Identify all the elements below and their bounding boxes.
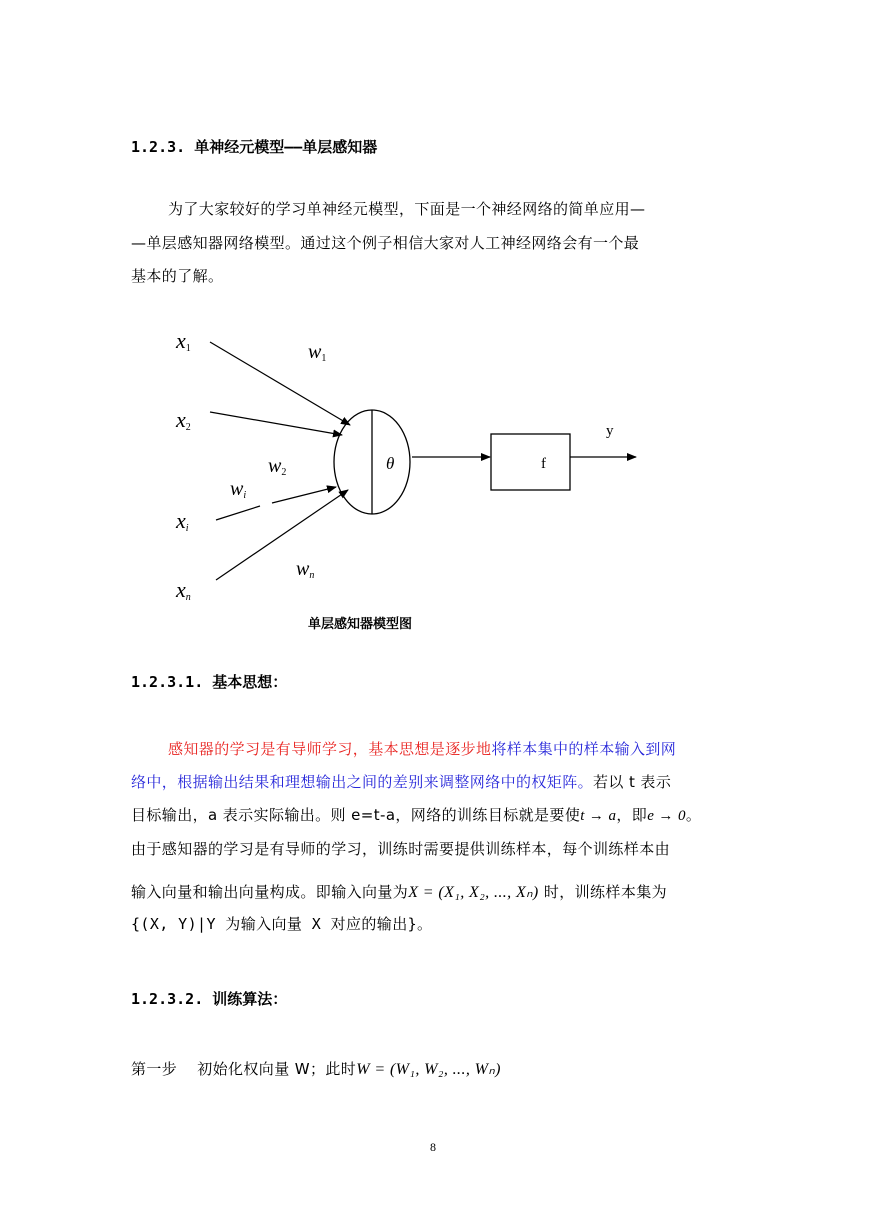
input-arrow-i-seg-1 xyxy=(216,506,260,520)
para-line-6: {(X, Y)|Y 为输入向量 X 对应的输出}。 xyxy=(131,915,433,933)
label-w1: w1 xyxy=(308,341,327,364)
section-heading-1-2-3-2: 1.2.3.2. 训练算法： xyxy=(131,990,288,1008)
blue-highlight-text-2: 络中，根据输出结果和理想输出之间的差别来调整网络中的权矩阵。 xyxy=(131,773,594,791)
math-weight-vector: W = (W₁, W₂, ..., Wₙ) xyxy=(356,1061,501,1078)
label-x1: x1 xyxy=(176,328,191,354)
intro-line-1: 为了大家较好的学习单神经元模型，下面是一个神经网络的简单应用— xyxy=(168,200,646,218)
label-w2: w2 xyxy=(268,455,287,478)
perceptron-diagram xyxy=(160,320,650,610)
blue-highlight-text-1: 将样本集中的样本输入到网 xyxy=(491,740,677,758)
math-t-to-a: t → a xyxy=(580,808,617,824)
input-arrow-1 xyxy=(210,342,350,425)
intro-line-3: 基本的了解。 xyxy=(131,267,224,285)
section-heading-1-2-3: 1.2.3. 单神经元模型——单层感知器 xyxy=(131,138,378,156)
red-highlight-text: 感知器的学习是有导师学习，基本思想是逐步地 xyxy=(168,740,492,758)
page-number: 8 xyxy=(430,1140,436,1154)
label-theta: θ xyxy=(386,454,395,473)
label-f: f xyxy=(541,456,546,472)
step-1: 第一步 初始化权向量 W；此时W = (W₁, W₂, ..., Wₙ) xyxy=(131,1060,501,1078)
para-line-3: 目标输出，a 表示实际输出。则 e=t-a，网络的训练目标就是要使t → a，即e → 0。 xyxy=(131,806,702,824)
para-line-4: 由于感知器的学习是有导师的学习，训练时需要提供训练样本，每个训练样本由 xyxy=(131,840,671,858)
input-arrow-n xyxy=(216,490,348,580)
input-arrow-i xyxy=(272,487,336,503)
label-xn: xn xyxy=(176,577,191,603)
section-heading-1-2-3-1: 1.2.3.1. 基本思想： xyxy=(131,673,288,691)
math-input-vector: X = (X₁, X₂, ..., Xₙ) xyxy=(408,884,539,901)
label-wi: wi xyxy=(230,478,247,501)
para-line-5: 输入向量和输出向量构成。即输入向量为X = (X₁, X₂, ..., Xₙ) 时，训练样本集为 xyxy=(131,883,668,901)
activation-box xyxy=(491,434,570,490)
math-e-to-0: e → 0 xyxy=(647,808,686,824)
diagram-caption: 单层感知器模型图 xyxy=(308,617,413,632)
label-y: y xyxy=(606,423,614,439)
intro-line-2: —单层感知器网络模型。通过这个例子相信大家对人工神经网络会有一个最 xyxy=(131,234,640,252)
label-wn: wn xyxy=(296,558,315,581)
input-arrow-2 xyxy=(210,412,342,435)
label-xi: xi xyxy=(176,508,189,534)
para-line-1 xyxy=(168,738,676,759)
para-line-2: 络中，根据输出结果和理想输出之间的差别来调整网络中的权矩阵。若以 t 表示 xyxy=(131,773,672,791)
label-x2: x2 xyxy=(176,407,191,433)
step-1-label: 第一步 xyxy=(131,1060,178,1078)
